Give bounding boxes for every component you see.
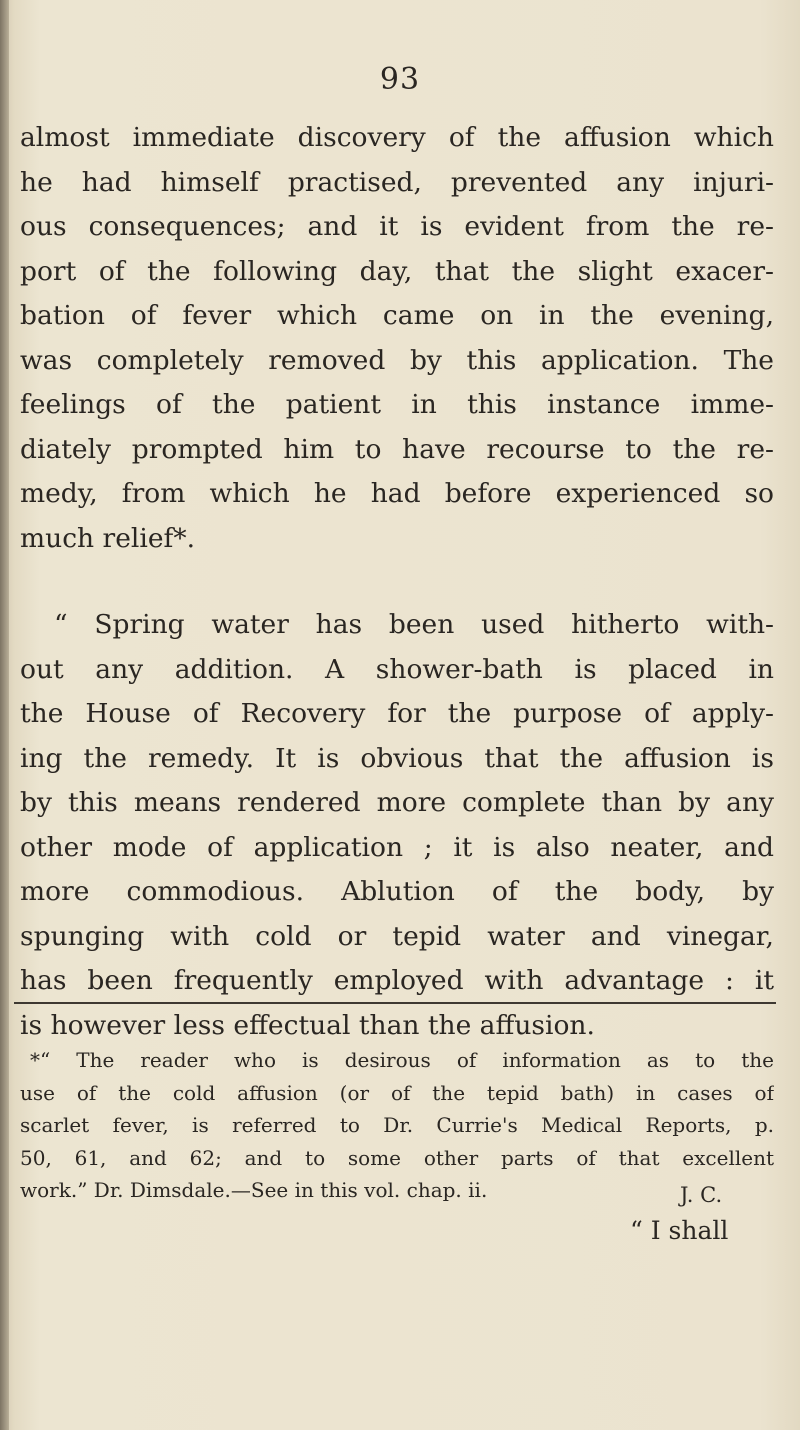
text-line: port of the following day, that the slight exacer-: [20, 255, 774, 287]
text-line: ing the remedy. It is obvious that the affusion is: [20, 742, 774, 774]
footnote-line: *“ The reader who is desirous of information as to the: [30, 1048, 774, 1072]
text-line: feelings of the patient in this instance imme-: [20, 389, 774, 420]
text-line: by this means rendered more complete than by any: [20, 787, 774, 818]
footnote-line: work.” Dr. Dimsdale.—See in this vol. chap. ii.: [20, 1178, 488, 1202]
footnote-line: scarlet fever, is referred to Dr. Currie's Medical Reports, p.: [20, 1113, 774, 1137]
binding-gutter: [0, 0, 9, 1430]
text-line: diately prompted him to have recourse to the re-: [20, 433, 774, 465]
catchword: “ I shall: [630, 1216, 729, 1245]
text-line: is however less effectual than the affusion.: [20, 1009, 595, 1041]
text-line: the House of Recovery for the purpose of apply-: [20, 698, 774, 729]
text-line: has been frequently employed with advantage : it: [20, 965, 774, 996]
text-line: medy, from which he had before experienced so: [20, 478, 774, 509]
footnote-line: 50, 61, and 62; and to some other parts of that excellent: [20, 1145, 774, 1170]
text-line: ous consequences; and it is evident from the re-: [20, 211, 774, 242]
text-line: was completely removed by this application. The: [20, 344, 774, 376]
footnote: [20, 1044, 774, 1207]
text-line: out any addition. A shower-bath is placed in: [20, 653, 774, 685]
footnote-line: use of the cold affusion (or of the tepid bath) in cases of: [20, 1080, 774, 1105]
text-line: more commodious. Ablution of the body, by: [20, 876, 774, 907]
text-line: “ Spring water has been used hitherto with-: [54, 609, 774, 640]
page-number: 93: [379, 62, 421, 97]
text-line: other mode of application ; it is also neater, and: [20, 831, 774, 863]
body-text: [20, 116, 774, 1048]
text-line: much relief*.: [20, 522, 195, 554]
text-line: spunging with cold or tepid water and vinegar,: [20, 920, 774, 952]
footnote-signature: J. C.: [680, 1183, 723, 1207]
text-line: almost immediate discovery of the affusion which: [20, 122, 774, 153]
text-line: he had himself practised, prevented any injuri-: [20, 166, 774, 198]
text-line: bation of fever which came on in the evening,: [20, 300, 774, 331]
footnote-divider: [14, 1002, 776, 1004]
